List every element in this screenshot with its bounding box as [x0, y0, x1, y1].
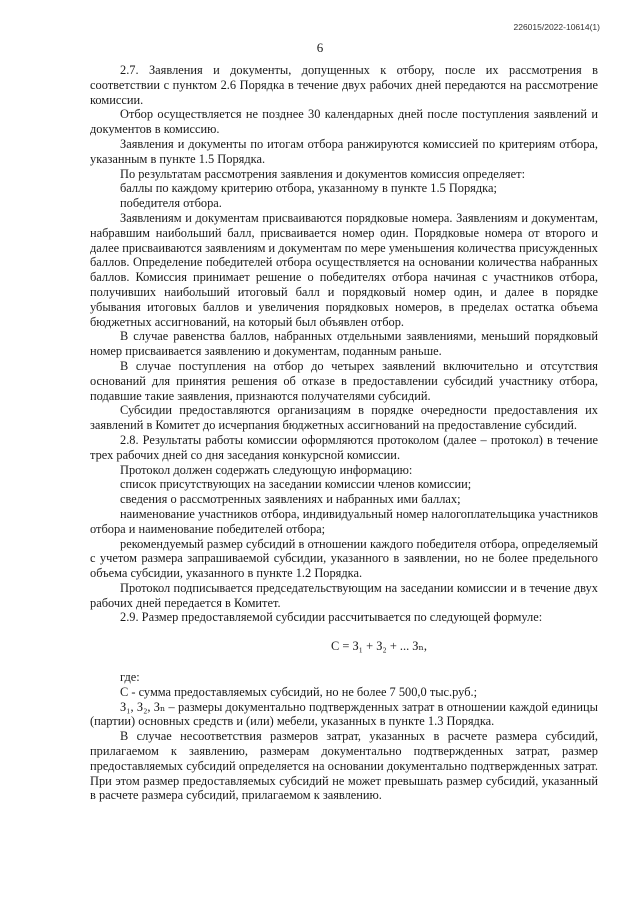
paragraph: Заявлениям и документам присваиваются порядковые номера. Заявлениям и документам, набравшим наибольший балл, присваивается номер один. Порядковые номера от второго и далее присваиваются заявлениям и документам по мере уменьшения количества присужденных баллов. Определение победителей отбора осуществляется на основании количества набранных баллов. Комиссия принимает решение о победителях отбора начиная с участников отбора, получивших наибольший итоговый балл и порядковый номер один, и далее в порядке убывания итоговых баллов и увеличения порядковых номеров, в пределах остатка объема бюджетных ассигнований, на который был объявлен отбор.: [90, 210, 598, 329]
paragraph: наименование участников отбора, индивидуальный номер налогоплательщика участников отбора и наименование победителей отбора;: [90, 506, 598, 536]
paragraph: В случае несоответствия размеров затрат, указанных в расчете размера субсидий, прилагаемом к заявлению, размерам документально подтвержденных затрат, размер предоставляемых субсидий определяется на основании документально подтвержденных затрат. При этом размер предоставляемых субсидий не может превышать размер субсидий, указанный в расчете размера субсидий, прилагаемом к заявлению.: [90, 729, 598, 803]
paragraph: По результатам рассмотрения заявления и документов комиссия определяет:: [120, 166, 526, 181]
paragraph: В случае поступления на отбор до четырех заявлений включительно и отсутствия оснований для принятия решения об отказе в предоставлении субсидий участнику отбора, подавшие такие заявления, признаются получателями субсидий.: [90, 358, 598, 403]
paragraph: список присутствующих на заседании комиссии членов комиссии;: [120, 477, 472, 492]
subsidy-formula: С = З₁ + З₂ + ... Зₙ,: [331, 639, 427, 654]
document-id: 226015/2022-10614(1): [513, 22, 600, 32]
top-paragraphs: [90, 63, 598, 625]
paragraph: Заявления и документы по итогам отбора ранжируются комиссией по критериям отбора, указанным в пункте 1.5 Порядка.: [90, 136, 598, 166]
page-number: 6: [316, 40, 324, 55]
paragraph: сведения о рассмотренных заявлениях и набранных ими баллах;: [120, 492, 461, 507]
paragraph: 2.8. Результаты работы комиссии оформляются протоколом (далее – протокол) в течение трех рабочих дней со дня заседания конкурсной комиссии.: [90, 432, 598, 462]
paragraph: рекомендуемый размер субсидий в отношении каждого победителя отбора, определяемый с учетом размера запрашиваемой субсидии, указанного в заявлении, но не более предельного объема субсидии, указанного в пункте 1.2 Порядка.: [90, 536, 598, 581]
paragraph: Субсидии предоставляются организациям в порядке очередности предоставления их заявлений в Комитет до исчерпания бюджетных ассигнований на предоставление субсидий.: [90, 403, 598, 433]
paragraph: где:: [120, 670, 140, 685]
paragraph: победителя отбора.: [120, 196, 222, 211]
paragraph: 2.7. Заявления и документы, допущенных к отбору, после их рассмотрения в соответствии с пунктом 2.6 Порядка в течение двух рабочих дней передаются на рассмотрение комиссии.: [90, 63, 598, 107]
paragraph: З₁, З₂, Зₙ – размеры документально подтвержденных затрат в отношении каждой единицы (партии) основных средств и (или) мебели, указанных в пункте 1.3 Порядка.: [90, 699, 598, 729]
paragraph: баллы по каждому критерию отбора, указанному в пункте 1.5 Порядка;: [120, 181, 497, 196]
paragraph: С - сумма предоставляемых субсидий, но не более 7 500,0 тыс.руб.;: [120, 684, 478, 699]
document-body: [90, 63, 598, 803]
paragraph: В случае равенства баллов, набранных отдельными заявлениями, меньший порядковый номер присваивается заявлению и документам, поданным раньше.: [90, 329, 598, 359]
paragraph: Протокол должен содержать следующую информацию:: [120, 462, 413, 477]
bottom-paragraphs: [90, 670, 598, 803]
paragraph: Протокол подписывается председательствующим на заседании комиссии и в течение двух рабочих дней передается в Комитет.: [90, 580, 598, 610]
paragraph: 2.9. Размер предоставляемой субсидии рассчитывается по следующей формуле:: [120, 610, 543, 625]
paragraph: Отбор осуществляется не позднее 30 календарных дней после поступления заявлений и документов в комиссию.: [90, 107, 598, 137]
